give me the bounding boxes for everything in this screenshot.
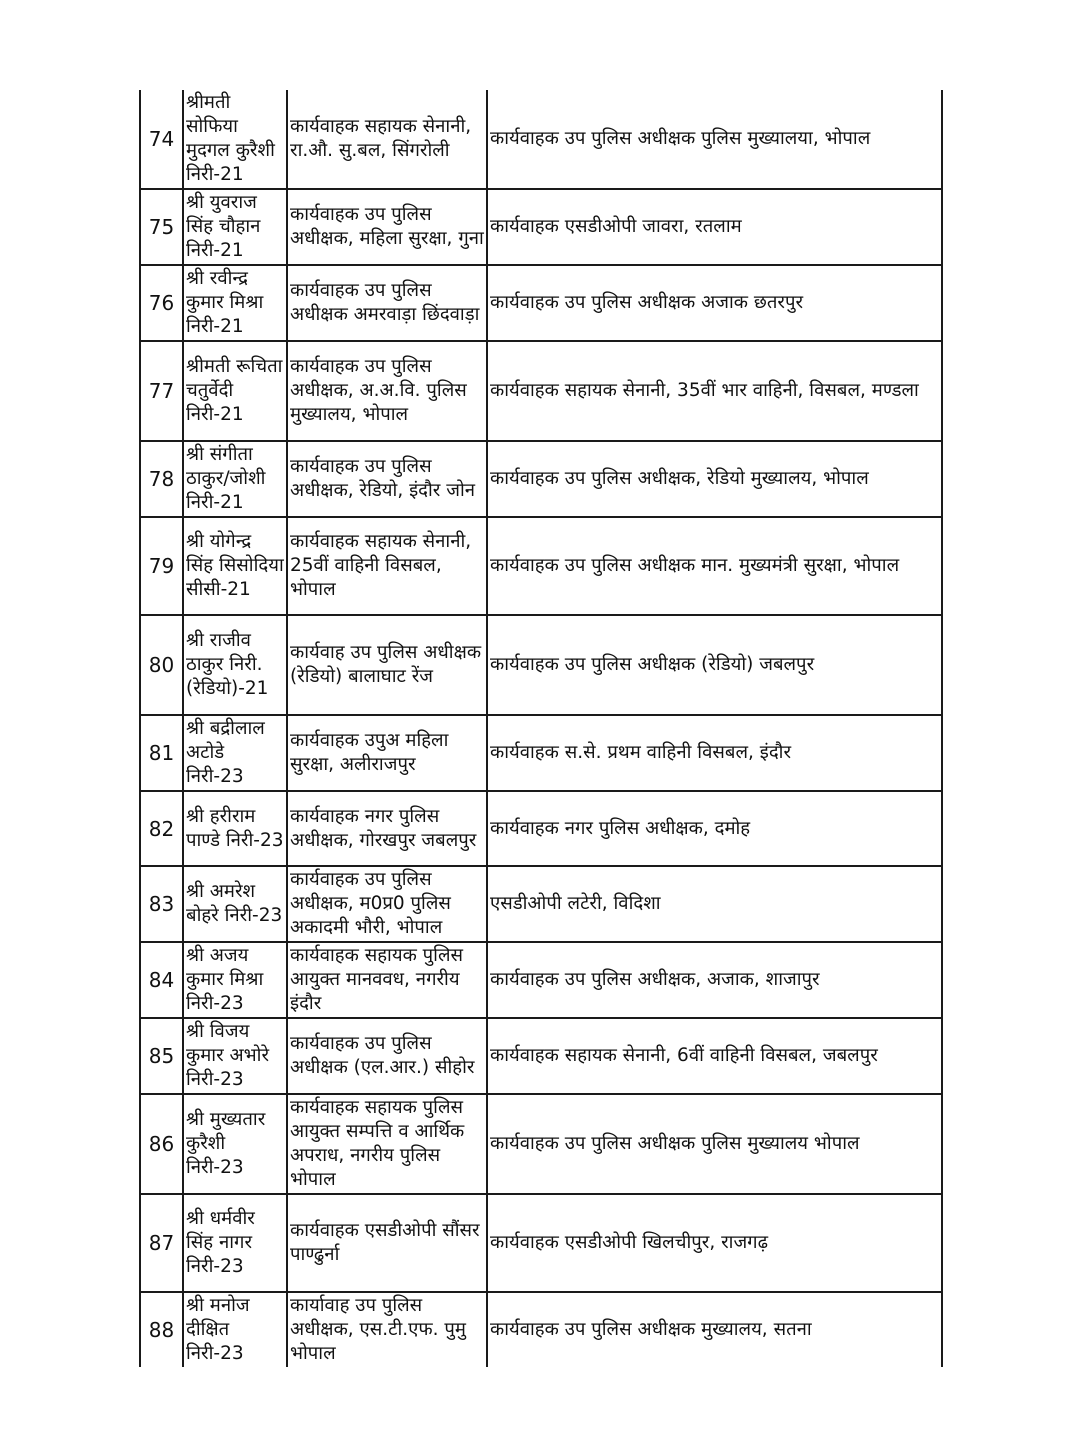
officer-name-cell: श्रीमती सोफिया मुदगल कुरैशी निरी-21 [183, 90, 287, 189]
serial-number-cell: 82 [140, 791, 183, 866]
serial-number-cell: 76 [140, 265, 183, 341]
current-posting-cell: कार्यवाहक उप पुलिस अधीक्षक, अ.अ.वि. पुलिस मुख्यालय, भोपाल [287, 341, 487, 441]
table-row [140, 1018, 942, 1094]
table-row [140, 341, 942, 441]
new-posting-cell: कार्यवाहक उप पुलिस अधीक्षक, अजाक, शाजापुर [487, 942, 942, 1018]
serial-number-cell: 74 [140, 90, 183, 189]
officer-name-cell: श्री विजय कुमार अभोरे निरी-23 [183, 1018, 287, 1094]
serial-number-cell: 80 [140, 615, 183, 715]
transfer-table [139, 90, 941, 1367]
new-posting-cell: कार्यवाहक नगर पुलिस अधीक्षक, दमोह [487, 791, 942, 866]
table-row [140, 1094, 942, 1194]
table-row [140, 715, 942, 791]
officer-name-cell: श्री रवीन्द्र कुमार मिश्रा निरी-21 [183, 265, 287, 341]
officer-name-cell: श्री युवराज सिंह चौहान निरी-21 [183, 189, 287, 265]
serial-number-cell: 86 [140, 1094, 183, 1194]
table-row [140, 90, 942, 189]
current-posting-cell: कार्यवाहक उप पुलिस अधीक्षक अमरवाड़ा छिंदवाड़ा [287, 265, 487, 341]
serial-number-cell: 81 [140, 715, 183, 791]
new-posting-cell: कार्यवाहक सहायक सेनानी, 35वीं भार वाहिनी, विसबल, मण्डला [487, 341, 942, 441]
officer-name-cell: श्री मुख्यतार कुरैशी निरी-23 [183, 1094, 287, 1194]
officer-name-cell: श्री बद्रीलाल अटोडे निरी-23 [183, 715, 287, 791]
new-posting-cell: कार्यवाहक उप पुलिस अधीक्षक पुलिस मुख्यालया, भोपाल [487, 90, 942, 189]
new-posting-cell: कार्यवाहक उप पुलिस अधीक्षक, रेडियो मुख्यालय, भोपाल [487, 441, 942, 517]
current-posting-cell: कार्यवाहक एसडीओपी सौंसर पाण्ढुर्ना [287, 1194, 487, 1292]
current-posting-cell: कार्यवाहक उप पुलिस अधीक्षक, महिला सुरक्षा, गुना [287, 189, 487, 265]
current-posting-cell: कार्यवाहक सहायक सेनानी, रा.औ. सु.बल, सिंगरोली [287, 90, 487, 189]
current-posting-cell: कार्यवाहक उप पुलिस अधीक्षक (एल.आर.) सीहोर [287, 1018, 487, 1094]
current-posting-cell: कार्यवाहक सहायक पुलिस आयुक्त मानववध, नगरीय इंदौर [287, 942, 487, 1018]
table-body [140, 90, 942, 1367]
table-row [140, 1292, 942, 1367]
current-posting-cell: कार्यवाह उप पुलिस अधीक्षक (रेडियो) बालाघाट रेंज [287, 615, 487, 715]
officer-name-cell: श्री अमरेश बोहरे निरी-23 [183, 866, 287, 942]
serial-number-cell: 75 [140, 189, 183, 265]
serial-number-cell: 78 [140, 441, 183, 517]
current-posting-cell: कार्यवाहक उप पुलिस अधीक्षक, म0प्र0 पुलिस अकादमी भौरी, भोपाल [287, 866, 487, 942]
table-row [140, 1194, 942, 1292]
officer-name-cell: श्री संगीता ठाकुर/जोशी निरी-21 [183, 441, 287, 517]
officer-name-cell: श्री मनोज दीक्षित निरी-23 [183, 1292, 287, 1367]
serial-number-cell: 88 [140, 1292, 183, 1367]
serial-number-cell: 85 [140, 1018, 183, 1094]
current-posting-cell: कार्यवाहक उप पुलिस अधीक्षक, रेडियो, इंदौर जोन [287, 441, 487, 517]
officer-name-cell: श्री धर्मवीर सिंह नागर निरी-23 [183, 1194, 287, 1292]
officer-name-cell: श्री हरीराम पाण्डे निरी-23 [183, 791, 287, 866]
table-row [140, 615, 942, 715]
table-row [140, 265, 942, 341]
new-posting-cell: कार्यवाहक उप पुलिस अधीक्षक मुख्यालय, सतना [487, 1292, 942, 1367]
current-posting-cell: कार्यावाह उप पुलिस अधीक्षक, एस.टी.एफ. पुमु भोपाल [287, 1292, 487, 1367]
officer-name-cell: श्री राजीव ठाकुर निरी. (रेडियो)-21 [183, 615, 287, 715]
serial-number-cell: 83 [140, 866, 183, 942]
table-row [140, 189, 942, 265]
officer-name-cell: श्रीमती रूचिता चतुर्वेदी निरी-21 [183, 341, 287, 441]
officer-name-cell: श्री अजय कुमार मिश्रा निरी-23 [183, 942, 287, 1018]
new-posting-cell: कार्यवाहक उप पुलिस अधीक्षक मान. मुख्यमंत्री सुरक्षा, भोपाल [487, 517, 942, 615]
officer-name-cell: श्री योगेन्द्र सिंह सिसोदिया सीसी-21 [183, 517, 287, 615]
new-posting-cell: कार्यवाहक उप पुलिस अधीक्षक अजाक छतरपुर [487, 265, 942, 341]
table-row [140, 866, 942, 942]
serial-number-cell: 87 [140, 1194, 183, 1292]
serial-number-cell: 84 [140, 942, 183, 1018]
current-posting-cell: कार्यवाहक सहायक पुलिस आयुक्त सम्पत्ति व आर्थिक अपराध, नगरीय पुलिस भोपाल [287, 1094, 487, 1194]
current-posting-cell: कार्यवाहक सहायक सेनानी, 25वीं वाहिनी विसबल, भोपाल [287, 517, 487, 615]
table-row [140, 942, 942, 1018]
new-posting-cell: एसडीओपी लटेरी, विदिशा [487, 866, 942, 942]
table-row [140, 791, 942, 866]
new-posting-cell: कार्यवाहक उप पुलिस अधीक्षक (रेडियो) जबलपुर [487, 615, 942, 715]
new-posting-cell: कार्यवाहक उप पुलिस अधीक्षक पुलिस मुख्यालय भोपाल [487, 1094, 942, 1194]
table-row [140, 441, 942, 517]
new-posting-cell: कार्यवाहक स.से. प्रथम वाहिनी विसबल, इंदौर [487, 715, 942, 791]
serial-number-cell: 79 [140, 517, 183, 615]
table-row [140, 517, 942, 615]
new-posting-cell: कार्यवाहक एसडीओपी जावरा, रतलाम [487, 189, 942, 265]
current-posting-cell: कार्यवाहक नगर पुलिस अधीक्षक, गोरखपुर जबलपुर [287, 791, 487, 866]
current-posting-cell: कार्यवाहक उपुअ महिला सुरक्षा, अलीराजपुर [287, 715, 487, 791]
serial-number-cell: 77 [140, 341, 183, 441]
new-posting-cell: कार्यवाहक सहायक सेनानी, 6वीं वाहिनी विसबल, जबलपुर [487, 1018, 942, 1094]
new-posting-cell: कार्यवाहक एसडीओपी खिलचीपुर, राजगढ़ [487, 1194, 942, 1292]
